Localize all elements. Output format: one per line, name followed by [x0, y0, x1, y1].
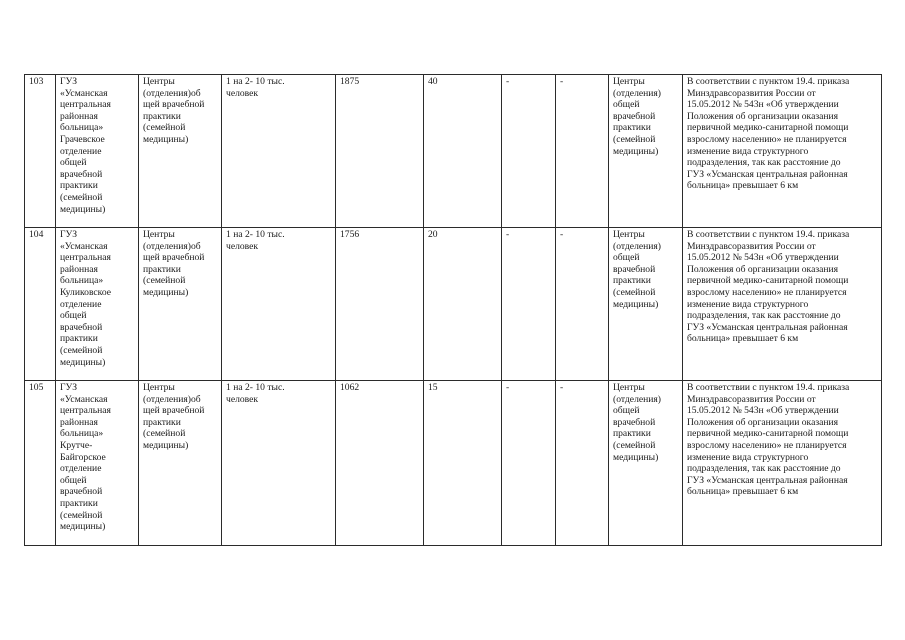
dash-cell: - [502, 228, 556, 381]
table-row [25, 228, 882, 381]
population-cell: 1875 [336, 75, 424, 228]
norm-cell: 1 на 2- 10 тыс. человек [222, 381, 336, 546]
proposed-type-cell: Центры (отделения) общей врачебной практики (семейной медицины) [609, 381, 683, 546]
organization-cell: ГУЗ «Усманская центральная районная больница» Грачевское отделение общей врачебной практики (семейной медицины) [56, 75, 139, 228]
dash-cell: - [556, 228, 609, 381]
note-cell: В соответствии с пунктом 19.4. приказа Минздравсоразвития России от 15.05.2012 № 543н «Об утверждении Положения об организации оказания первичной медико-санитарной помощи взрослому населению» не планируется изменение вида структурного подразделения, так как расстояние до ГУЗ «Усманская центральная районная больница» превышает 6 км [683, 381, 882, 546]
value-cell: 40 [424, 75, 502, 228]
facility-table [24, 74, 882, 546]
population-cell: 1062 [336, 381, 424, 546]
note-cell: В соответствии с пунктом 19.4. приказа Минздравсоразвития России от 15.05.2012 № 543н «Об утверждении Положения об организации оказания первичной медико-санитарной помощи взрослому населению» не планируется изменение вида структурного подразделения, так как расстояние до ГУЗ «Усманская центральная районная больница» превышает 6 км [683, 75, 882, 228]
dash-cell: - [502, 381, 556, 546]
row-number: 104 [25, 228, 56, 381]
value-cell: 15 [424, 381, 502, 546]
norm-cell: 1 на 2- 10 тыс. человек [222, 75, 336, 228]
organization-cell: ГУЗ «Усманская центральная районная больница» Куликовское отделение общей врачебной практики (семейной медицины) [56, 228, 139, 381]
note-cell: В соответствии с пунктом 19.4. приказа Минздравсоразвития России от 15.05.2012 № 543н «Об утверждении Положения об организации оказания первичной медико-санитарной помощи взрослому населению» не планируется изменение вида структурного подразделения, так как расстояние до ГУЗ «Усманская центральная районная больница» превышает 6 км [683, 228, 882, 381]
row-number: 103 [25, 75, 56, 228]
table-row [25, 75, 882, 228]
facility-type-cell: Центры (отделения)об щей врачебной практики (семейной медицины) [139, 75, 222, 228]
proposed-type-cell: Центры (отделения) общей врачебной практики (семейной медицины) [609, 75, 683, 228]
population-cell: 1756 [336, 228, 424, 381]
dash-cell: - [556, 75, 609, 228]
table-row [25, 381, 882, 546]
norm-cell: 1 на 2- 10 тыс. человек [222, 228, 336, 381]
dash-cell: - [502, 75, 556, 228]
facility-type-cell: Центры (отделения)об щей врачебной практики (семейной медицины) [139, 228, 222, 381]
dash-cell: - [556, 381, 609, 546]
proposed-type-cell: Центры (отделения) общей врачебной практики (семейной медицины) [609, 228, 683, 381]
organization-cell: ГУЗ «Усманская центральная районная больница» Крутче- Байгорское отделение общей врачебной практики (семейной медицины) [56, 381, 139, 546]
row-number: 105 [25, 381, 56, 546]
value-cell: 20 [424, 228, 502, 381]
facility-type-cell: Центры (отделения)об щей врачебной практики (семейной медицины) [139, 381, 222, 546]
